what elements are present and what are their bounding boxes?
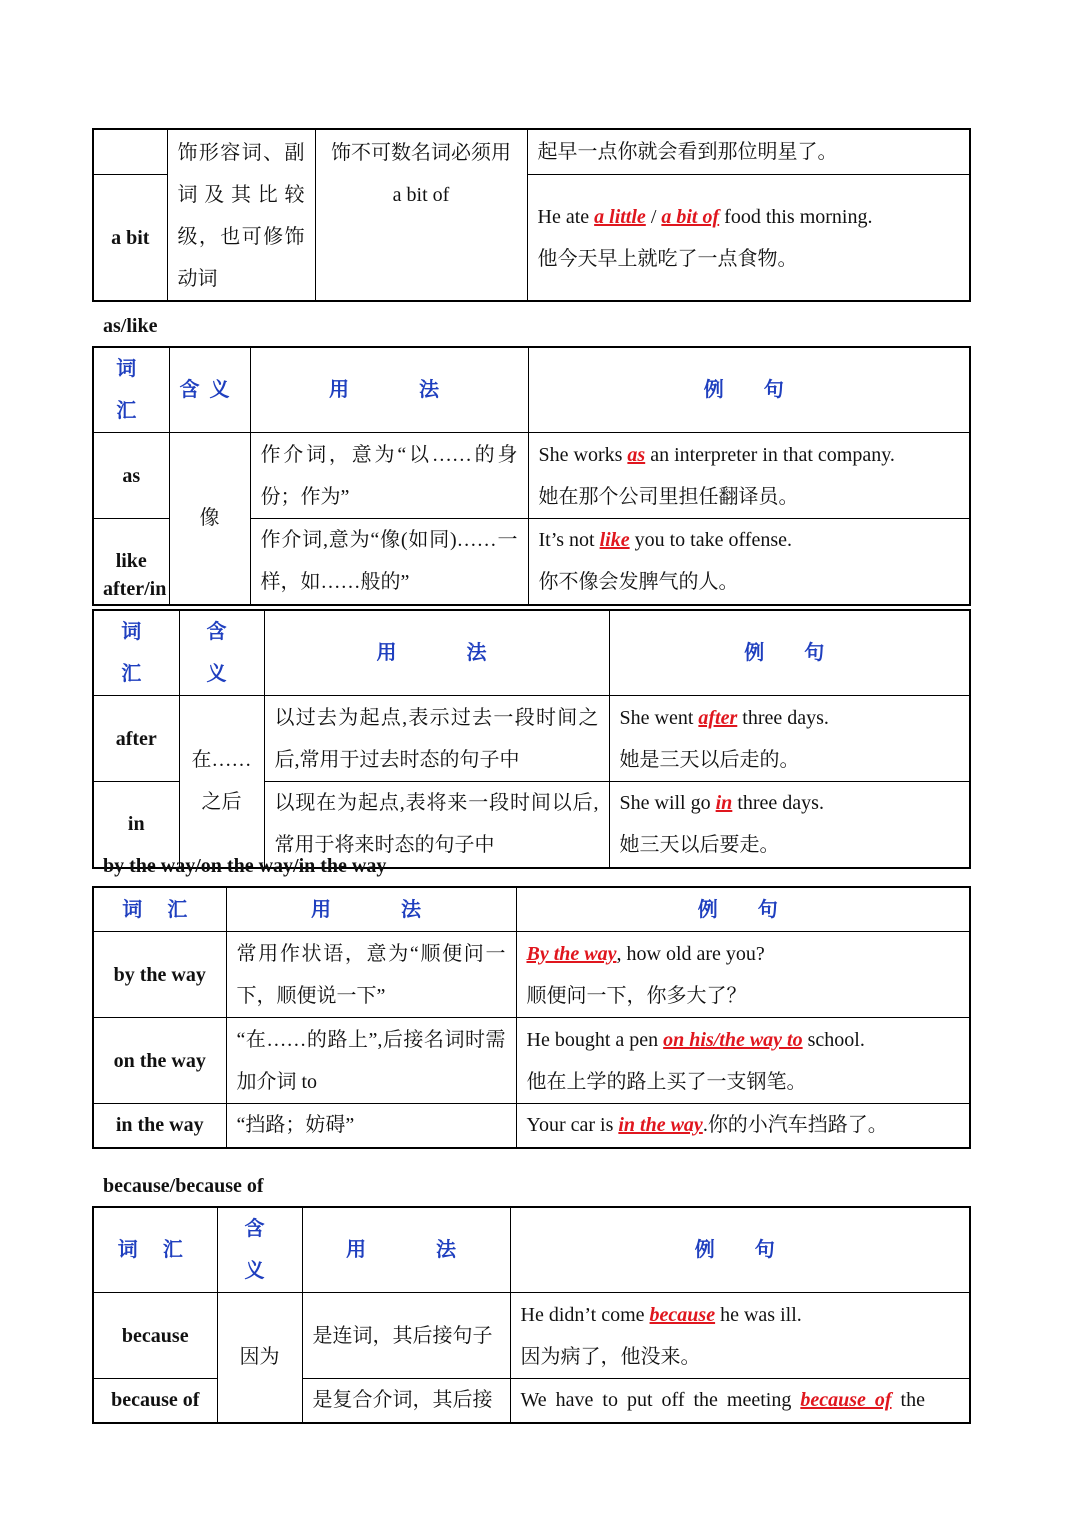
highlight-a-little: a little bbox=[594, 205, 646, 228]
meaning-cell: 饰形容词、副词及其比较级，也可修饰动词 bbox=[167, 129, 315, 301]
example-cn-top: 起早一点你就会看到那位明星了。 bbox=[527, 129, 970, 175]
highlight-as: as bbox=[627, 443, 646, 466]
usage-because-of: 是复合介词，其后接 bbox=[302, 1379, 510, 1423]
meaning-line: 之后 bbox=[201, 791, 242, 814]
usage-as: 作介词，意为“以……的身份；作为” bbox=[250, 433, 528, 519]
example-text: She will go bbox=[619, 792, 716, 815]
section-title-by-the-way: by the way/on the way/in the way bbox=[103, 855, 387, 877]
example-en bbox=[538, 196, 960, 238]
highlight-like: like bbox=[599, 529, 630, 552]
meaning-line: 在…… bbox=[191, 749, 252, 772]
example-text: She works bbox=[538, 443, 628, 466]
example-text: We have to put off the meeting bbox=[520, 1389, 801, 1412]
highlight-because: because bbox=[649, 1303, 716, 1326]
section-title-as-like: as/like bbox=[103, 315, 158, 337]
example-cn: 她三天以后要走。 bbox=[619, 834, 780, 857]
section-title-after-in: after/in bbox=[103, 578, 167, 600]
example-text: you to take offense. bbox=[629, 529, 792, 552]
example-cn: 他在上学的路上买了一支钢笔。 bbox=[526, 1070, 807, 1093]
example-text: food this morning. bbox=[719, 205, 873, 228]
header-meaning: 含 义 bbox=[217, 1207, 302, 1293]
highlight-by-the-way: By the way bbox=[526, 942, 617, 965]
highlight-a-bit-of: a bit of bbox=[661, 205, 720, 228]
usage-like: 作介词,意为“像(如同)……一样，如……般的” bbox=[250, 519, 528, 605]
example-en bbox=[521, 1379, 960, 1421]
header-usage: 用 法 bbox=[302, 1207, 510, 1293]
usage-in-the-way: “挡路；妨碍” bbox=[226, 1104, 516, 1148]
example-because bbox=[510, 1293, 970, 1379]
word-by-the-way: by the way bbox=[93, 932, 226, 1018]
example-cell bbox=[527, 175, 970, 301]
example-en bbox=[527, 933, 960, 975]
header-meaning: 含义 bbox=[169, 347, 250, 433]
example-en bbox=[539, 519, 960, 561]
usage-after: 以过去为起点,表示过去一段时间之后,常用于过去时态的句子中 bbox=[264, 696, 609, 782]
meaning-cell: 因为 bbox=[217, 1293, 302, 1423]
word-because-of: because of bbox=[93, 1379, 217, 1423]
example-text: It’s not bbox=[538, 529, 600, 552]
example-text: , how old are you? bbox=[616, 942, 765, 965]
example-text: She went bbox=[619, 706, 699, 729]
example-because-of bbox=[510, 1379, 970, 1423]
highlight-because-of: because of bbox=[800, 1389, 892, 1412]
header-word: 词 汇 bbox=[93, 347, 169, 433]
example-text: the bbox=[891, 1389, 925, 1412]
usage-cell: 饰不可数名词必须用 a bit of bbox=[315, 129, 527, 301]
example-text: school. bbox=[802, 1028, 865, 1051]
empty-cell bbox=[93, 129, 167, 175]
highlight-after: after bbox=[698, 706, 738, 729]
usage-by-the-way: 常用作状语，意为“顺便问一下，顺便说一下” bbox=[226, 932, 516, 1018]
section-title-because: because/because of bbox=[103, 1175, 264, 1197]
header-usage: 用 法 bbox=[264, 610, 609, 696]
example-text: Your car is bbox=[526, 1114, 619, 1137]
example-like bbox=[528, 519, 970, 605]
example-text: He didn’t come bbox=[520, 1303, 650, 1326]
usage-in: 以现在为起点,表将来一段时间以后,常用于将来时态的句子中 bbox=[264, 782, 609, 868]
header-example: 例 句 bbox=[510, 1207, 970, 1293]
example-cn: 她在那个公司里担任翻译员。 bbox=[538, 485, 799, 508]
word-as: as bbox=[93, 433, 169, 519]
highlight-in: in bbox=[715, 792, 733, 815]
example-text: an interpreter in that company. bbox=[645, 443, 895, 466]
word-after: after bbox=[93, 696, 179, 782]
meaning-cell: 像 bbox=[169, 433, 250, 605]
header-word: 词 汇 bbox=[93, 610, 179, 696]
header-example: 例 句 bbox=[528, 347, 970, 433]
table-after-in bbox=[92, 609, 971, 869]
example-text: three days. bbox=[737, 706, 829, 729]
example-cn: 顺便问一下，你多大了？ bbox=[526, 984, 747, 1007]
table-because bbox=[92, 1206, 971, 1424]
example-en bbox=[620, 782, 960, 824]
usage-because: 是连词，其后接句子 bbox=[302, 1293, 510, 1379]
example-en bbox=[521, 1294, 960, 1336]
example-text: he was ill. bbox=[715, 1303, 802, 1326]
highlight-in-the-way: in the way bbox=[618, 1114, 703, 1137]
example-as bbox=[528, 433, 970, 519]
example-cn: 他今天早上就吃了一点食物。 bbox=[537, 247, 798, 270]
word-in: in bbox=[93, 782, 179, 868]
example-en bbox=[620, 697, 960, 739]
example-cn: 她是三天以后走的。 bbox=[619, 748, 800, 771]
example-in-the-way bbox=[516, 1104, 970, 1148]
word-a-bit: a bit bbox=[93, 175, 167, 301]
header-word: 词 汇 bbox=[93, 887, 226, 932]
example-text: three days. bbox=[732, 792, 824, 815]
example-text: He ate bbox=[537, 205, 595, 228]
example-cn: 你不像会发脾气的人。 bbox=[538, 571, 739, 594]
example-by-the-way bbox=[516, 932, 970, 1018]
example-en bbox=[539, 434, 960, 476]
example-text: He bought a pen bbox=[526, 1028, 664, 1051]
header-example: 例 句 bbox=[609, 610, 970, 696]
table-a-bit bbox=[92, 128, 971, 302]
table-by-the-way bbox=[92, 886, 971, 1149]
header-word: 词 汇 bbox=[93, 1207, 217, 1293]
header-example: 例 句 bbox=[516, 887, 970, 932]
word-on-the-way: on the way bbox=[93, 1018, 226, 1104]
word-because: because bbox=[93, 1293, 217, 1379]
header-usage: 用 法 bbox=[250, 347, 528, 433]
example-after bbox=[609, 696, 970, 782]
word-like: like bbox=[93, 519, 169, 605]
header-meaning: 含 义 bbox=[179, 610, 264, 696]
example-on-the-way bbox=[516, 1018, 970, 1104]
highlight-on-the-way: on his/the way to bbox=[663, 1028, 803, 1051]
example-text: .你的小汽车挡路了。 bbox=[702, 1114, 888, 1137]
example-separator: / bbox=[645, 205, 662, 228]
usage-on-the-way: “在……的路上”,后接名词时需加介词 to bbox=[226, 1018, 516, 1104]
header-usage: 用 法 bbox=[226, 887, 516, 932]
example-en bbox=[527, 1104, 960, 1146]
example-en bbox=[527, 1019, 960, 1061]
meaning-cell bbox=[179, 696, 264, 868]
example-in bbox=[609, 782, 970, 868]
example-cn: 因为病了，他没来。 bbox=[520, 1345, 701, 1368]
table-as-like bbox=[92, 346, 971, 606]
word-in-the-way: in the way bbox=[93, 1104, 226, 1148]
